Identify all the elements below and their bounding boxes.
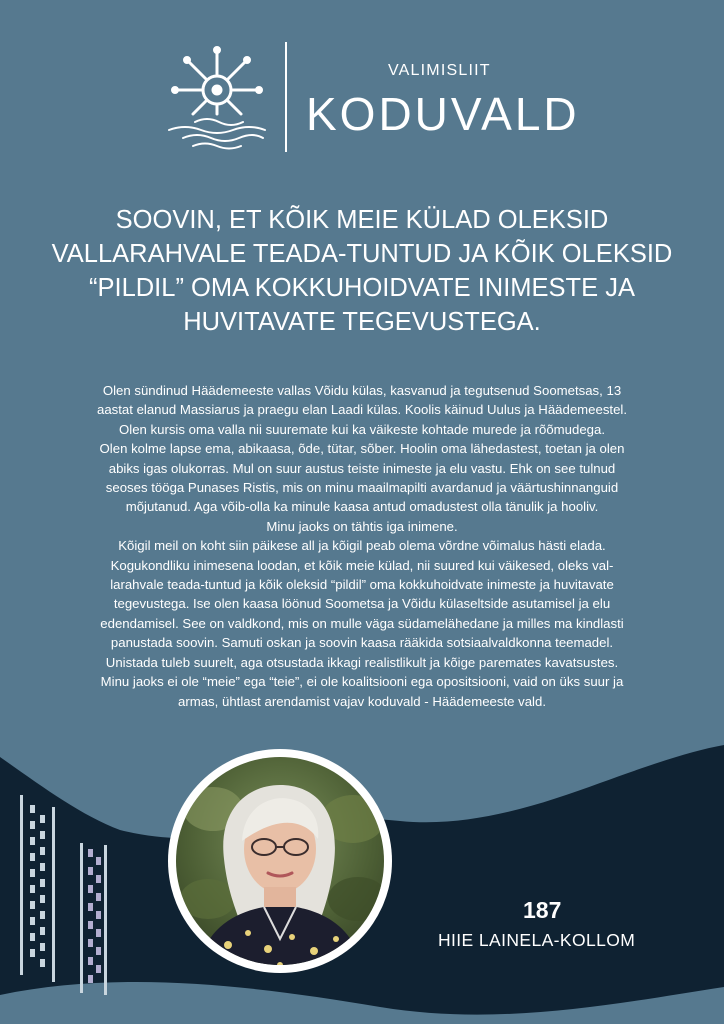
candidate-name: HIIE LAINELA-KOLLOM xyxy=(438,930,636,950)
biography-text xyxy=(30,381,694,711)
bio-line: Kogukondliku inimesena loodan, et kõik meie külad, nii suured kui väikesed, oleks val- xyxy=(110,557,614,573)
bio-line: mõjutanud. Aga võib-olla ka minule kaasa antud omadustest olla tänulik ja hooliv. xyxy=(125,499,599,515)
bio-line: Minu jaoks on tähtis iga inimene. xyxy=(266,518,458,534)
bio-line: panustada soovin. Samuti oskan ja soovin kaasa rääkida sotsiaalvaldkonna teemadel. xyxy=(110,635,614,651)
bio-line: abiks igas olukorras. Mul on suur austus teiste inimeste ja elu vastu. Ehk on see tulnud xyxy=(108,460,616,476)
bio-line: Olen kolme lapse ema, abikaasa, õde, tütar, sõber. Hoolin oma lähedastest, toetan ja olen xyxy=(99,441,625,457)
brand-title: KODUVALD xyxy=(306,88,580,140)
bio-line: aastat elanud Massiarus ja praegu elan Laadi külas. Koolis käinud Uulus ja Häädemeestel. xyxy=(96,402,628,418)
bio-line: Olen sündinud Häädemeeste vallas Võidu külas, kasvanud ja tegutsenud Soometsas, 13 xyxy=(102,383,622,398)
headline-quote: SOOVIN, ET KÕIK MEIE KÜLAD OLEKSID VALLARAHVALE TEADA-TUNTUD JA KÕIK OLEKSID “PILDIL” OMA KOKKUHOIDVATE INIMESTE JA HUVITAVATE TEGEVUSTEGA. xyxy=(51,206,673,336)
bio-line: armas, ühtlast arendamist vajav koduvald - Häädemeeste vald. xyxy=(178,693,546,709)
bio-line: seoses tööga Punases Ristis, mis on minu maailmapilti avardanud ja väärtushinnanguid xyxy=(105,480,619,496)
bio-line: Kõigil meil on koht siin päikese all ja kõigil peab olema võrdne võimalus hästi elada. xyxy=(118,538,606,554)
bio-line: Olen kursis oma valla nii suuremate kui ka väikeste kohtade murede ja rõõmudega. xyxy=(119,421,605,437)
candidate-portrait xyxy=(168,749,392,973)
bio-line: edendamisel. See on valdkond, mis on mulle väga südamelähedane ja milles ma kindlasti xyxy=(100,615,624,631)
ships-wheel-icon xyxy=(165,42,269,150)
bio-line: larahvale teada-tuntud ja kõik oleksid “pildil” oma kokkuhoidvate inimeste ja huvitavate xyxy=(110,577,614,593)
bio-line: tegevustega. Ise olen kaasa löönud Soometsa ja Võidu külaseltside asutamisel ja elu xyxy=(113,596,611,612)
candidate-number: 187 xyxy=(523,897,562,923)
brand-logo xyxy=(165,42,580,157)
brand-subtitle: VALIMISLIIT xyxy=(388,62,491,79)
logo-divider xyxy=(285,42,287,152)
bio-line: Minu jaoks ei ole “meie” ega “teie”, ei ole koalitsiooni ega opositsiooni, vaid on üks suur ja xyxy=(100,674,624,690)
bio-line: Unistada tuleb suurelt, aga otsustada ikkagi realistlikult ja kõige paremates kavatsustes. xyxy=(105,654,619,670)
